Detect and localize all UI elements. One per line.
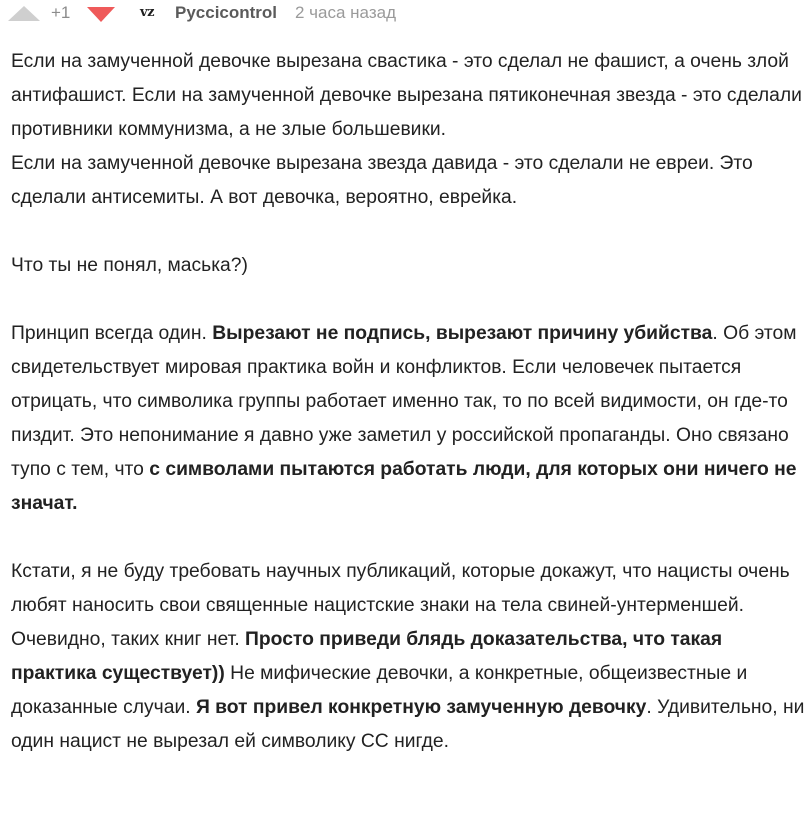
text-segment: Не мифические девочки, а конкретные, общеизвестные и доказанные случаи. [11, 663, 748, 718]
comment-timestamp[interactable]: 2 часа назад [295, 3, 396, 22]
comment-paragraph: Что ты не понял, маська?) [11, 255, 248, 276]
comment-body [11, 45, 806, 759]
bold-text-segment: Вырезают не подпись, вырезают причину убийства [212, 323, 713, 344]
arrow-up-icon[interactable] [6, 4, 42, 22]
bold-text-segment: с символами пытаются работать люди, для которых они ничего не значат. [11, 459, 797, 514]
vote-score: +1 [51, 3, 71, 22]
text-segment: . Об этом свидетельствует мировая практика войн и конфликтов. Если человечек пытается отрицать, что символика группы работает именно так, то по всей видимости, он где-то пиздит. Это непонимание я давно уже заметил у российской пропаганды. Оно связано тупо с тем, что [11, 323, 797, 480]
text-segment: . Удивительно, ни один нацист не вырезал ей символику СС нигде. [11, 697, 805, 752]
comment-header [0, 0, 811, 26]
author-name[interactable]: Pyccicontrol [175, 3, 278, 22]
text-segment: Кстати, я не буду требовать научных публикаций, которые докажут, что нацисты очень любят наносить свои священные нацистские знаки на тела свиней-унтерменшей. Очевидно, таких книг нет. [11, 561, 790, 650]
comment-paragraph [11, 555, 806, 759]
bold-text-segment: Я вот привел конкретную замученную девочку [195, 697, 647, 718]
comment-paragraph [11, 317, 806, 521]
arrow-down-icon[interactable] [86, 5, 116, 23]
avatar[interactable]: vz [140, 5, 154, 20]
text-segment: Принцип всегда один. [11, 323, 213, 344]
comment-paragraph: Если на замученной девочке вырезана свастика - это сделал не фашист, а очень злой антифашист. Если на замученной девочке вырезана пятиконечная звезда - это сделали противники коммунизма, а не злые большевики. Если на замученной девочке вырезана звезда давида - это сделали не евреи. Это сделали антисемиты. А вот девочка, вероятно, еврейка. [11, 51, 802, 208]
bold-text-segment: Просто приведи блядь доказательства, что такая практика существует)) [11, 629, 723, 684]
